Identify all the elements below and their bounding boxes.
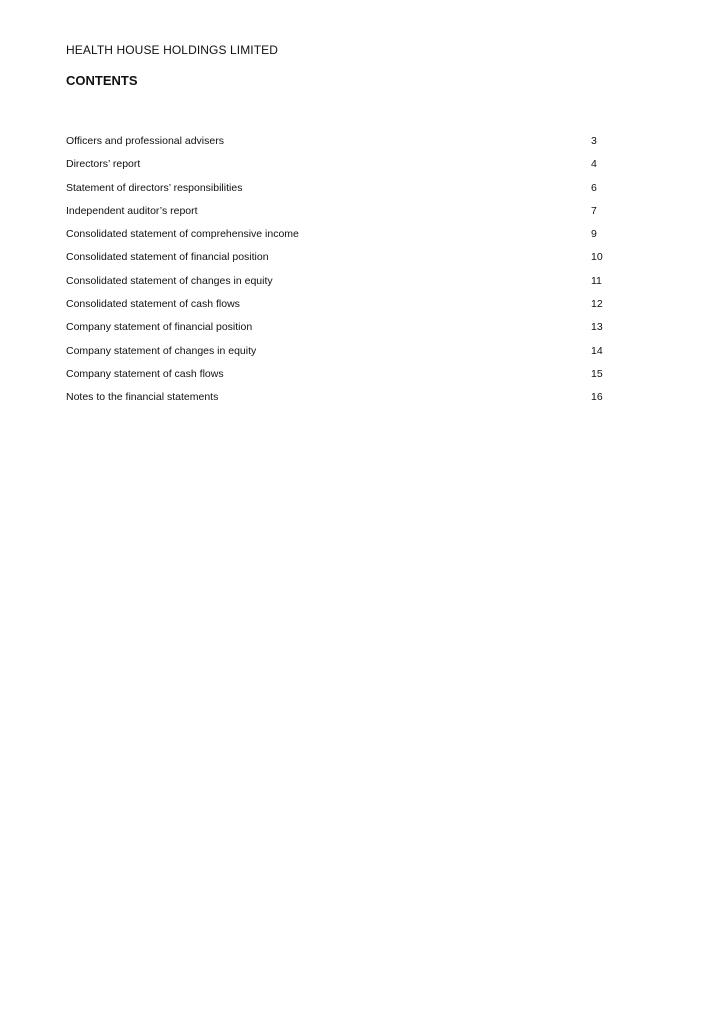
toc-entry-page-number: 9 (591, 228, 597, 241)
toc-entry (66, 297, 626, 320)
toc-entry-title: Officers and professional advisers (66, 135, 224, 147)
toc-entry-page-number: 13 (591, 321, 603, 334)
toc-entry-page-number: 15 (591, 367, 603, 380)
toc-entry-title: Company statement of cash flows (66, 367, 224, 380)
toc-entry-page-number: 4 (591, 158, 597, 171)
toc-entry (66, 204, 626, 227)
toc-entry-title: Statement of directors’ responsibilities (66, 181, 243, 194)
company-name: HEALTH HOUSE HOLDINGS LIMITED (66, 43, 279, 57)
toc-entry (66, 157, 626, 180)
toc-entry-title: Consolidated statement of comprehensive income (66, 228, 299, 241)
page-title: CONTENTS (66, 73, 138, 88)
toc-entry-page-number: 16 (591, 391, 603, 404)
toc-entry (66, 344, 626, 367)
toc-entry-title: Consolidated statement of changes in equity (66, 274, 273, 287)
toc-entry-title: Consolidated statement of financial position (66, 251, 269, 264)
toc-entry (66, 390, 626, 413)
toc-entry-title: Company statement of financial position (66, 321, 253, 334)
toc-entry (66, 274, 626, 297)
toc-entry-page-number: 11 (591, 274, 602, 287)
toc-entry-title: Notes to the financial statements (66, 391, 219, 404)
toc-entry (66, 367, 626, 390)
toc-entry-title: Directors’ report (66, 158, 141, 171)
toc-entry (66, 227, 626, 250)
toc-entry-title: Independent auditor’s report (66, 204, 198, 217)
toc-entry-page-number: 7 (591, 204, 597, 217)
table-of-contents (66, 134, 626, 414)
toc-entry (66, 181, 626, 204)
toc-entry-page-number: 12 (591, 298, 603, 311)
toc-entry (66, 134, 626, 157)
toc-entry (66, 250, 626, 273)
toc-entry-page-number: 10 (591, 251, 603, 264)
toc-entry-page-number: 3 (591, 135, 597, 147)
toc-entry-title: Company statement of changes in equity (66, 344, 257, 357)
toc-entry-page-number: 14 (591, 344, 603, 357)
toc-entry (66, 320, 626, 343)
toc-entry-title: Consolidated statement of cash flows (66, 298, 240, 311)
toc-entry-page-number: 6 (591, 181, 597, 194)
